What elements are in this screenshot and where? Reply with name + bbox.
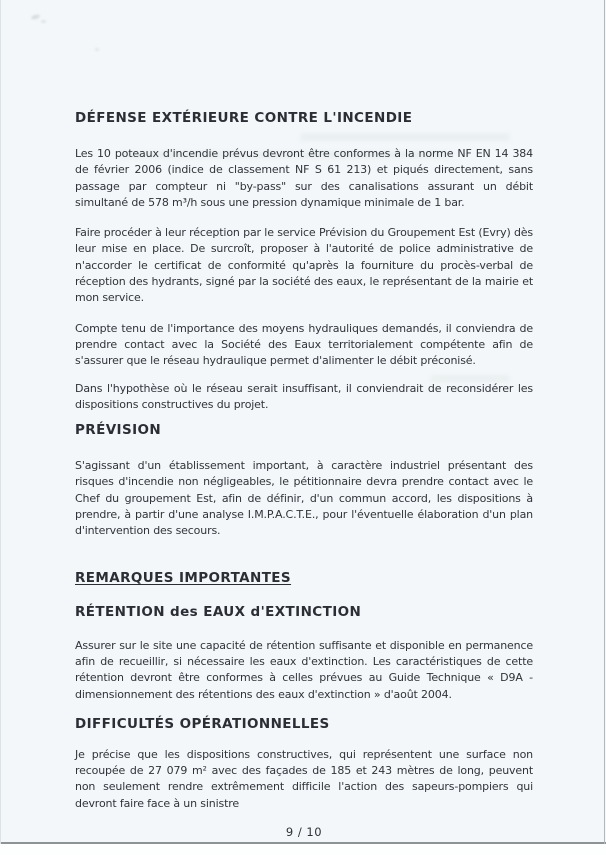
paragraph-societe-des-eaux: Compte tenu de l'importance des moyens hydrauliques demandés, il conviendra de prendre contact avec la Société des Eaux territorialement compétente afin de s'assurer que le réseau hydraulique permet d'alimenter le débit préconisé. [75, 321, 533, 368]
section-heading-defense-exterieure: DÉFENSE EXTÉRIEURE CONTRE L'INCENDIE [75, 110, 413, 126]
section-heading-prevision: PRÉVISION [75, 422, 162, 439]
document-content [0, 110, 606, 839]
section-heading-difficultes-operationnelles: DIFFICULTÉS OPÉRATIONNELLES [75, 715, 330, 732]
paragraph-prevision-impacte: S'agissant d'un établissement important, à caractère industriel présentant des risques d'incendie non négligeables, le pétitionnaire devra prendre contact avec le Chef du groupement Est, afin de définir, d'un commun accord, les dispositions à prendre, à partir d'une analyse I.M.P.A.C.T.E., pour l'éventuelle élaboration d'un plan d'intervention des secours. [75, 459, 533, 538]
section-heading-remarques-importantes: REMARQUES IMPORTANTES [75, 569, 292, 586]
paragraph-reseau-insuffisant: Dans l'hypothèse où le réseau serait insuffisant, il conviendrait de reconsidérer les dispositions constructives du projet. [75, 381, 533, 411]
section-heading-retention-eaux-extinction: RÉTENTION des EAUX d'EXTINCTION [75, 603, 362, 620]
paragraph-difficultes-operationnelles: Je précise que les dispositions constructives, qui représentent une surface non recoupée de 27 079 m² avec des façades de 185 et 243 mètres de long, peuvent non seulement rendre extrêmement difficile l'action des sapeurs-pompiers qui devront faire face à un sinistre [75, 747, 533, 810]
scan-smudge [95, 48, 99, 51]
scan-smudge [41, 20, 46, 23]
page-number: 9 / 10 [285, 825, 323, 840]
paragraph-poteaux-incendie: Les 10 poteaux d'incendie prévus devront être conformes à la norme NF EN 14 384 de février 2006 (indice de classement NF S 61 213) et piqués directement, sans passage par compteur ni "by-pass" sur des canalisations assurant un débit simultané de 578 m³/h sous une pression dynamique minimale de 1 bar. [75, 147, 533, 209]
paragraph-reception-hydrants: Faire procéder à leur réception par le service Prévision du Groupement Est (Evry) dès leur mise en place. De surcroît, proposer à l'autorité de police administrative de n'accorder le certificat de conformité qu'après la fourniture du procès-verbal de réception des hydrants, signé par la société des eaux, le représentant de la mairie et mon service. [75, 226, 533, 305]
paragraph-retention-eaux-extinction: Assurer sur le site une capacité de rétention suffisante et disponible en permanence afin de recueillir, si nécessaire les eaux d'extinction. Les caractéristiques de cette rétention devront être conformes à celles prévues au Guide Technique « D9A - dimensionnement des rétentions des eaux d'extinction » d'août 2004. [75, 638, 533, 701]
